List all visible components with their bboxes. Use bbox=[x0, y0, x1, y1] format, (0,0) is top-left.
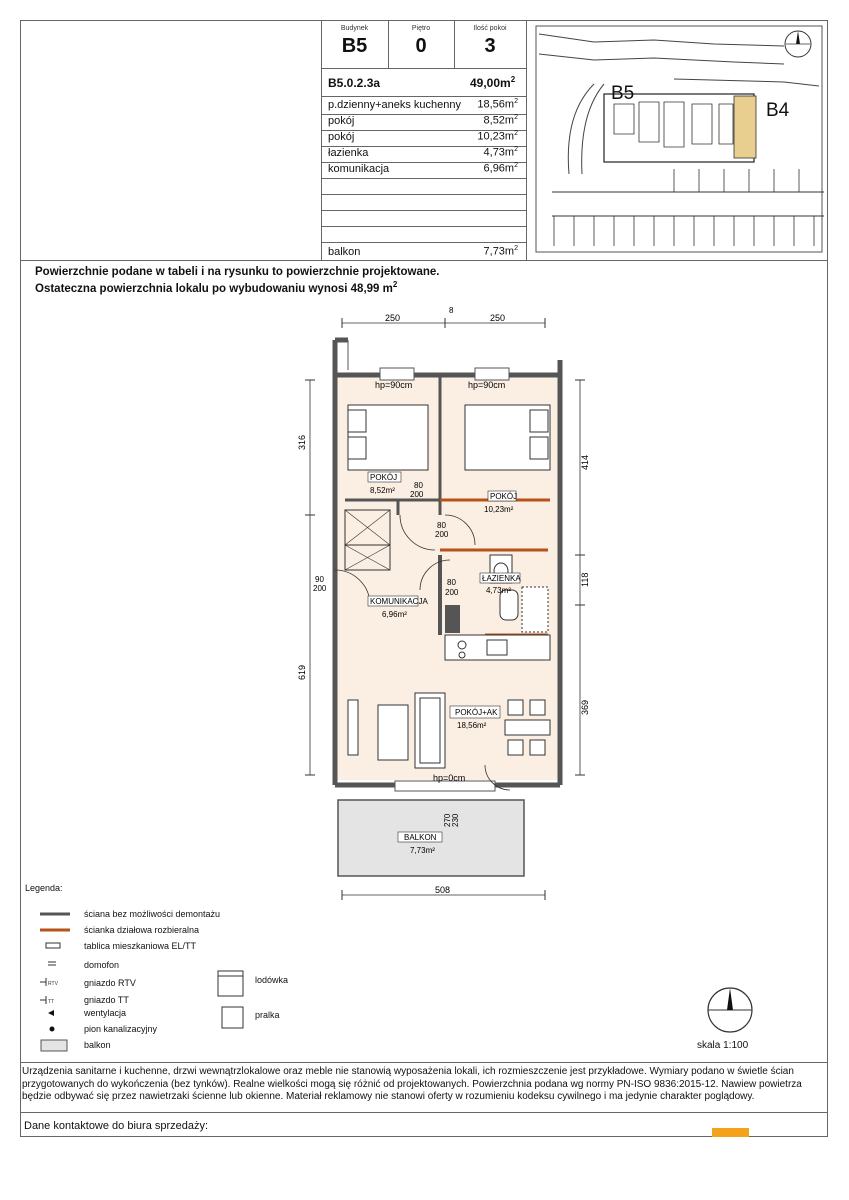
dim-top-left: 250 bbox=[385, 313, 401, 323]
room-row-area bbox=[438, 130, 518, 143]
balcony-area-sup: 2 bbox=[514, 245, 518, 252]
room-row-name: komunikacja bbox=[328, 163, 390, 175]
floor-cell bbox=[388, 20, 454, 68]
building-cell bbox=[321, 20, 388, 68]
rooms-count-value: 3 bbox=[484, 35, 496, 57]
note-line-1: Powierzchnie podane w tabeli i na rysunku to powierzchnie projektowane. bbox=[35, 266, 440, 278]
room-pokojak-area: 18,56m² bbox=[457, 721, 487, 730]
hp-bottom: hp=0cm bbox=[433, 773, 466, 783]
legend-item: tablica mieszkaniowa EL/TT bbox=[84, 941, 197, 951]
door5-label: 270 bbox=[443, 813, 452, 827]
dim-left-bottom: 619 bbox=[297, 664, 307, 680]
room-pokoj1-area: 8,52m² bbox=[370, 486, 395, 495]
site-plan bbox=[534, 24, 824, 254]
legend-rtv-symbol bbox=[40, 978, 46, 986]
legend-item: pion kanalizacyjny bbox=[84, 1024, 158, 1034]
legend-balcony-symbol bbox=[41, 1040, 67, 1051]
room-balkon-label: BALKON bbox=[404, 833, 437, 842]
floor-value: 0 bbox=[415, 35, 427, 57]
disclaimer-line-bottom bbox=[20, 1112, 828, 1113]
room-row-area-value: 6,96m bbox=[483, 162, 515, 175]
room-pokojak-label: POKÓJ+AK bbox=[455, 708, 498, 717]
door5b-label: 230 bbox=[451, 813, 460, 827]
room-row-area-value: 4,73m bbox=[483, 146, 515, 159]
door2-label: 80 bbox=[437, 521, 446, 530]
unit-area-value: 49,00m bbox=[470, 76, 511, 90]
legend-item: ściana bez możliwości demontażu bbox=[84, 909, 221, 919]
legend-board-symbol bbox=[46, 943, 60, 948]
legend-fridge: lodówka bbox=[255, 975, 289, 985]
rooms-count-label: Ilość pokoi bbox=[473, 25, 507, 32]
compass-icon bbox=[705, 985, 755, 1035]
dim-right-bottom: 369 bbox=[580, 699, 590, 715]
floor-plan bbox=[290, 305, 610, 905]
room-row-name: p.dzienny+aneks kuchenny bbox=[328, 99, 462, 111]
table-row-line bbox=[321, 242, 526, 243]
balcony-name: balkon bbox=[328, 246, 361, 258]
unit-code: B5.0.2.3a bbox=[328, 76, 381, 90]
door1-label: 80 bbox=[414, 481, 423, 490]
room-row-area bbox=[438, 162, 518, 175]
note-line-2 bbox=[35, 280, 397, 295]
room-row-area bbox=[438, 114, 518, 127]
room-row-area-value: 10,23m bbox=[477, 130, 515, 143]
room-komunikacja-area: 6,96m² bbox=[382, 610, 407, 619]
legend-item: wentylacja bbox=[84, 1008, 127, 1018]
note-line-2-sup: 2 bbox=[392, 280, 398, 289]
dim-right-mid: 118 bbox=[580, 572, 590, 587]
disclaimer-line-top bbox=[20, 1062, 828, 1063]
room-row-area-sup: 2 bbox=[514, 98, 518, 105]
legend-intercom-symbol bbox=[48, 962, 56, 965]
floor-label: Piętro bbox=[411, 25, 431, 32]
legend-tt-tag: TT bbox=[48, 999, 55, 1005]
legend-tt-symbol bbox=[40, 996, 46, 1004]
table-row-line bbox=[321, 178, 526, 179]
balcony-area-value: 7,73m bbox=[483, 245, 515, 258]
table-row-line bbox=[321, 210, 526, 211]
legend-item: balkon bbox=[84, 1040, 111, 1050]
room-row-area-sup: 2 bbox=[514, 130, 518, 137]
table-row-line bbox=[321, 194, 526, 195]
room-pokoj2-label: POKÓJ bbox=[490, 492, 518, 501]
door2b-label: 200 bbox=[435, 530, 449, 539]
legend-item: gniazdo TT bbox=[84, 995, 129, 1005]
legend-symbols bbox=[38, 905, 78, 1053]
scale-label: skala 1:100 bbox=[697, 1040, 749, 1051]
room-row-name: łazienka bbox=[328, 147, 369, 159]
room-lazienka-label: ŁAZIENKA bbox=[482, 574, 521, 583]
header-divider-right bbox=[526, 20, 527, 260]
hp-right: hp=90cm bbox=[468, 380, 506, 390]
dim-top-mid: 8 bbox=[449, 306, 454, 315]
header-bottom-line bbox=[20, 260, 828, 261]
room-row-name: pokój bbox=[328, 115, 355, 127]
room-row-area-sup: 2 bbox=[514, 162, 518, 169]
legend-item: domofon bbox=[84, 960, 120, 970]
balcony-area bbox=[438, 245, 518, 258]
legend-washer: pralka bbox=[255, 1010, 280, 1020]
legend-ventilation-symbol bbox=[48, 1010, 54, 1016]
door4-label: 90 bbox=[315, 575, 324, 584]
legend-title: Legenda: bbox=[25, 883, 63, 893]
unit-area bbox=[470, 75, 515, 90]
contact-label: Dane kontaktowe do biura sprzedaży: bbox=[24, 1120, 209, 1132]
room-row-area-sup: 2 bbox=[514, 146, 518, 153]
legend-washer-symbol bbox=[221, 1006, 245, 1030]
cell-bottom-line bbox=[321, 68, 526, 69]
room-pokoj2-area: 10,23m² bbox=[484, 505, 514, 514]
door4b-label: 200 bbox=[313, 584, 327, 593]
room-row-area-value: 18,56m bbox=[477, 98, 515, 111]
legend-item: gniazdo RTV bbox=[84, 978, 136, 988]
legend-sewer-symbol bbox=[50, 1027, 55, 1032]
unit-line bbox=[321, 96, 526, 97]
door1b-label: 200 bbox=[410, 490, 424, 499]
dim-right-top: 414 bbox=[580, 454, 590, 470]
door3-label: 80 bbox=[447, 578, 456, 587]
hp-left: hp=90cm bbox=[375, 380, 413, 390]
dim-bottom: 508 bbox=[435, 885, 451, 895]
dim-left-top: 316 bbox=[297, 434, 307, 450]
site-label-b4: B4 bbox=[766, 100, 790, 121]
legend-fridge-symbol bbox=[217, 970, 245, 998]
room-komunikacja-label: KOMUNIKACJA bbox=[370, 597, 428, 606]
table-row-line bbox=[321, 226, 526, 227]
rooms-count-cell bbox=[454, 20, 526, 68]
room-row-area bbox=[438, 146, 518, 159]
room-lazienka-area: 4,73m² bbox=[486, 586, 511, 595]
room-pokoj1-label: POKÓJ bbox=[370, 473, 398, 482]
disclaimer: Urządzenia sanitarne i kuchenne, drzwi wewnątrzlokalowe oraz meble nie stanowią wyposażenia lokali, ich rozmieszczenie jest przykładowe. Wymiary podano w świetle ścian przygotowanych do wykończenia (bez tynków). Realne wielkości mogą się różnić od projektowanych. Powierzchnia podana wg normy PN-ISO 9836:2015-12. Nawiew powietrza będzie odbywać się przez nawietrzaki ścienne lub okienne. Materiał reklamowy nie stanowi oferty w rozumieniu kodeksu cywilnego i ma jedynie charakter poglądowy. bbox=[22, 1066, 802, 1102]
door3b-label: 200 bbox=[445, 588, 459, 597]
building-value: B5 bbox=[341, 35, 368, 57]
note-line-2-text: Ostateczna powierzchnia lokalu po wybudowaniu wynosi 48,99 m bbox=[35, 282, 393, 295]
room-row-name: pokój bbox=[328, 131, 355, 143]
room-row-area-value: 8,52m bbox=[483, 114, 515, 127]
unit-area-sup: 2 bbox=[510, 75, 516, 84]
building-label: Budynek bbox=[340, 25, 369, 32]
site-label-b5: B5 bbox=[611, 83, 635, 104]
dim-top-right: 250 bbox=[490, 313, 506, 323]
room-row-area bbox=[438, 98, 518, 111]
room-balkon-area: 7,73m² bbox=[410, 846, 435, 855]
accent-bar bbox=[712, 1128, 749, 1137]
legend-rtv-tag: RTV bbox=[48, 981, 58, 987]
legend-item: ścianka działowa rozbieralna bbox=[84, 925, 200, 935]
room-row-area-sup: 2 bbox=[514, 114, 518, 121]
